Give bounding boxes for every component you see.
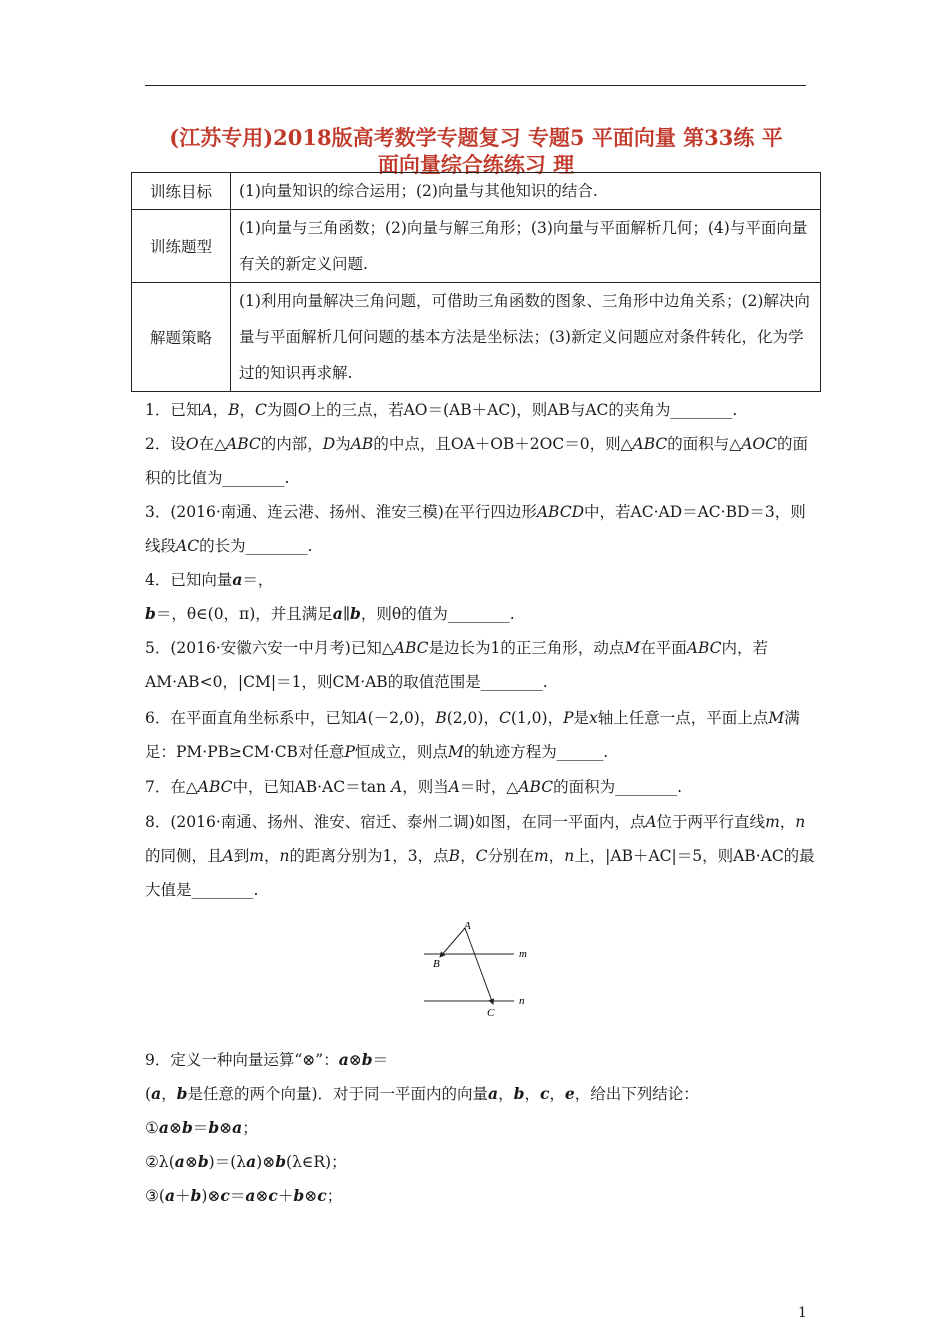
- table-row: [132, 283, 821, 392]
- question-6: 6．在平面直角坐标系中，已知A(－2,0)，B(2,0)，C(1,0)，P是x轴上任意一点，平面上点M满足：PM·PB≥CM·CB对任意P恒成立，则点M的轨迹方程为______.: [145, 709, 800, 761]
- question-5: 5．(2016·安徽六安一中月考)已知△ABC是边长为1的正三角形，动点M在平面ABC内，若AM·AB<0，|CM|＝1，则CM·AB的取值范围是________.: [145, 639, 769, 691]
- page-number: 1: [798, 1305, 807, 1321]
- table-key: 训练目标: [132, 173, 231, 210]
- question-8: 8．(2016·南通、扬州、淮安、宿迁、泰州二调)如图，在同一平面内，点A位于两平行直线m，n的同侧，且A到m，n的距离分别为1，3，点B，C分别在m，n上，|AB＋AC|＝5，则AB·AC的最大值是________.: [145, 813, 815, 899]
- label-b: B: [433, 958, 440, 970]
- label-a: A: [464, 920, 471, 932]
- conclusion-3: ③(a＋b)⊗c＝a⊗c＋b⊗c；: [145, 1186, 343, 1205]
- label-c: C: [487, 1007, 495, 1019]
- label-n: n: [519, 995, 525, 1007]
- vector-ac: [465, 928, 493, 1004]
- conclusion-1: ①a⊗b＝b⊗a；: [145, 1118, 258, 1137]
- question-3: 3．(2016·南通、连云港、扬州、淮安三模)在平行四边形ABCD中，若AC·AD＝AC·BD＝3，则线段AC的长为________.: [145, 503, 806, 555]
- question-7: 7．在△ABC中，已知AB·AC＝tan A，则当A＝时，△ABC的面积为________.: [145, 778, 682, 796]
- geometry-figure: [418, 920, 538, 1020]
- title-line-2: 面向量综合练练习 理: [377, 152, 575, 177]
- header-rule: [145, 85, 806, 86]
- table-value: (1)向量与三角函数；(2)向量与解三角形；(3)向量与平面解析几何；(4)与平面向量有关的新定义问题.: [231, 210, 821, 283]
- question-4: 4．已知向量a＝， b＝，θ∈(0，π)，并且满足a∥b，则θ的值为________.: [145, 570, 515, 623]
- table-value: (1)向量知识的综合运用；(2)向量与其他知识的结合.: [231, 173, 821, 210]
- table-value: (1)利用向量解决三角问题，可借助三角函数的图象、三角形中边角关系；(2)解决向量与平面解析几何问题的基本方法是坐标法；(3)新定义问题应对条件转化，化为学过的知识再求解.: [231, 283, 821, 392]
- question-9: 9．定义一种向量运算“⊗”：a⊗b＝ (a，b是任意的两个向量)．对于同一平面内的向量a，b，c，e，给出下列结论： ①a⊗b＝b⊗a； ②λ(a⊗b)＝(λa)⊗b(λ∈R)； ③(a＋b)⊗c＝a⊗c＋b⊗c；: [145, 1043, 817, 1213]
- question-2: 2．设O在△ABC的内部，D为AB的中点，且OA＋OB＋2OC＝0，则△ABC的面积与△AOC的面积的比值为________.: [145, 435, 808, 487]
- page-title: [120, 124, 832, 178]
- training-info-table: [131, 172, 821, 392]
- table-row: [132, 173, 821, 210]
- label-m: m: [519, 948, 527, 960]
- title-line-1: (江苏专用)2018版高考数学专题复习 专题5 平面向量 第33练 平: [169, 125, 783, 150]
- vector-ab: [440, 928, 465, 957]
- question-1: 1．已知A，B，C为圆O上的三点，若AO＝(AB＋AC)，则AB与AC的夹角为________.: [145, 401, 738, 419]
- conclusion-2: ②λ(a⊗b)＝(λa)⊗b(λ∈R)；: [145, 1152, 347, 1171]
- table-key: 训练题型: [132, 210, 231, 283]
- table-row: [132, 210, 821, 283]
- table-key: 解题策略: [132, 283, 231, 392]
